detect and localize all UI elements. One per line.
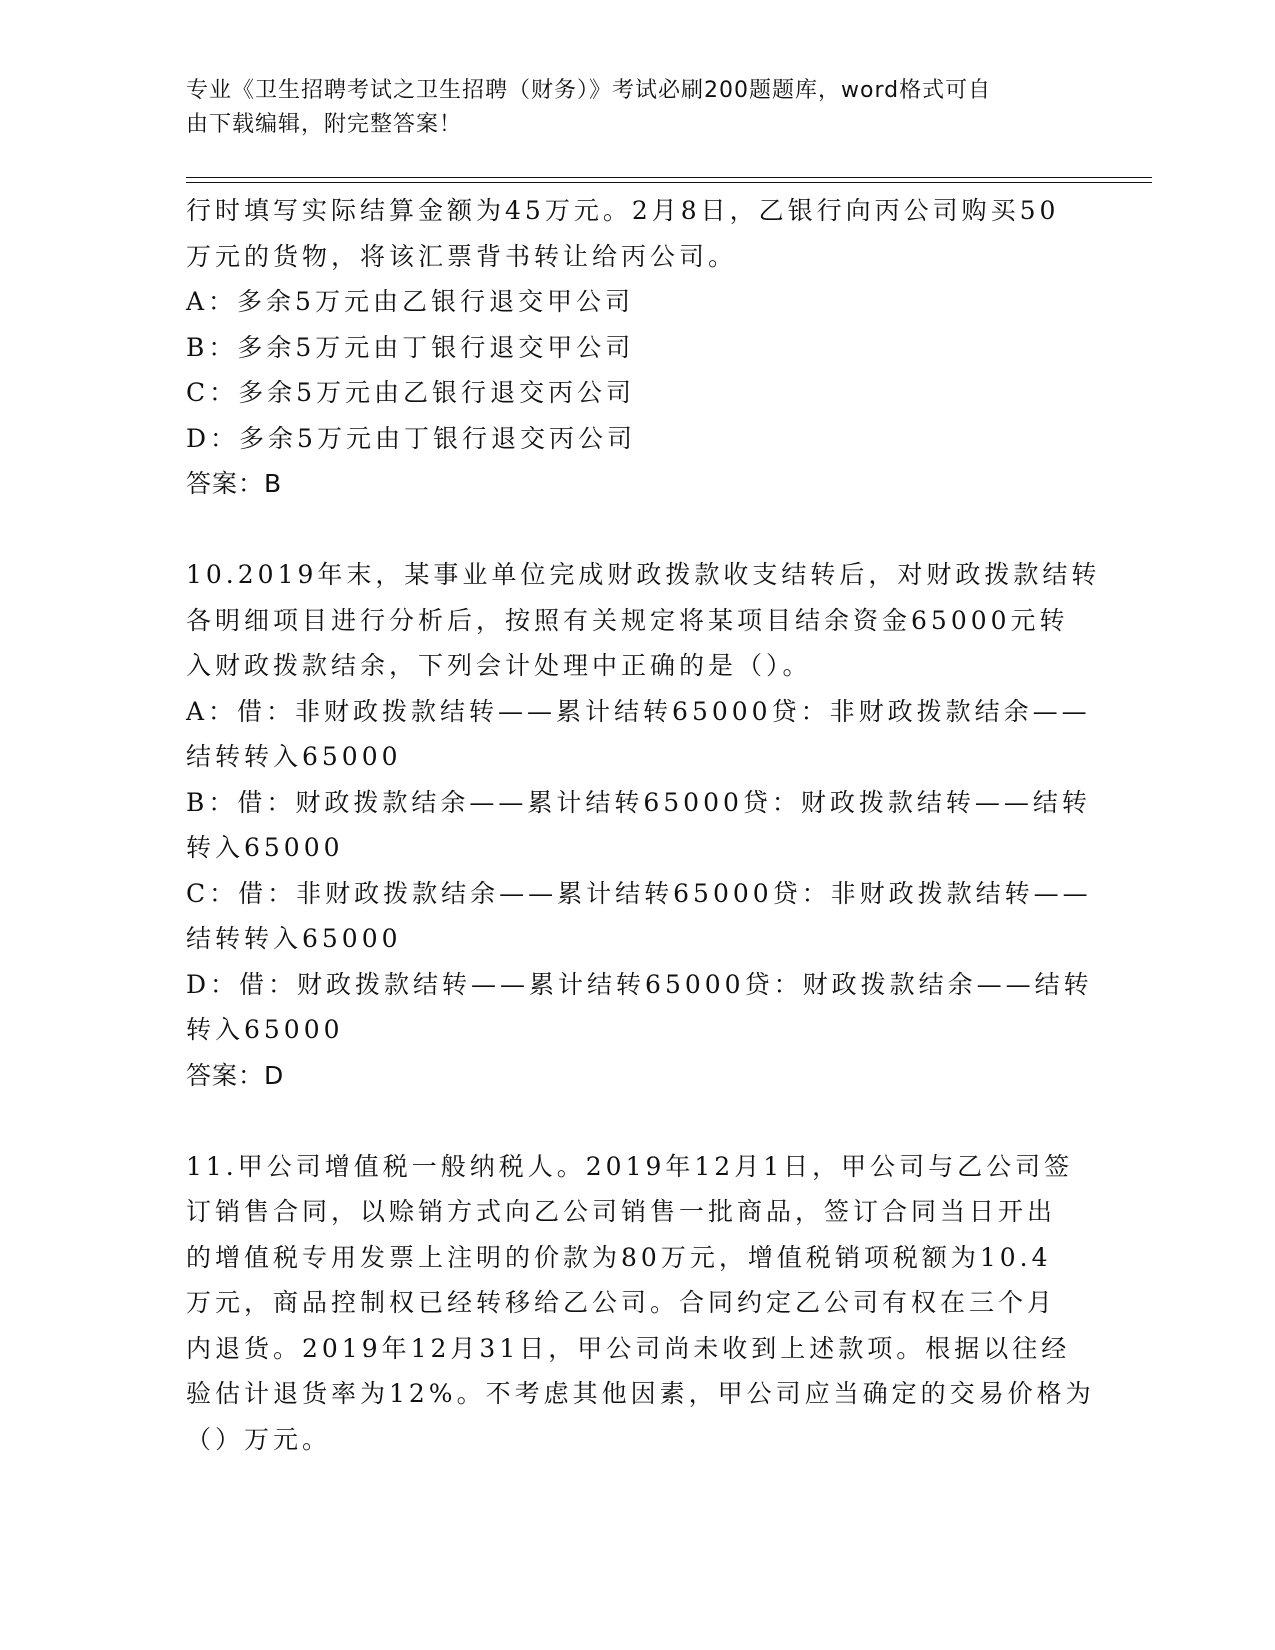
question-stem-line: 11.甲公司增值税一般纳税人。2019年12月1日，甲公司与乙公司签 bbox=[186, 1151, 1074, 1181]
option-a: A：多余5万元由乙银行退交甲公司 bbox=[186, 287, 634, 316]
question-stem-line: 的增值税专用发票上注明的价款为80万元，增值税销项税额为10.4 bbox=[186, 1242, 1052, 1272]
question-9 bbox=[186, 188, 1086, 507]
option-b: B：借：财政拨款结余——累计结转65000贷：财政拨款结转——结转 bbox=[186, 787, 1091, 817]
spacer bbox=[186, 1098, 1086, 1144]
option-a-continued: 结转转入65000 bbox=[186, 742, 402, 771]
question-stem-line: 10.2019年末，某事业单位完成财政拨款收支结转后，对财政拨款结转 bbox=[186, 560, 1101, 589]
spacer bbox=[186, 507, 1086, 553]
option-c-continued: 结转转入65000 bbox=[186, 924, 402, 953]
question-stem-line: 内退货。2019年12月31日，甲公司尚未收到上述款项。根据以往经 bbox=[186, 1333, 1071, 1363]
question-stem-line: 万元，商品控制权已经转移给乙公司。合同约定乙公司有权在三个月 bbox=[186, 1288, 1057, 1317]
question-10 bbox=[186, 552, 1101, 1098]
option-a: A：借：非财政拨款结转——累计结转65000贷：非财政拨款结余—— bbox=[186, 696, 1091, 726]
option-b: B：多余5万元由丁银行退交甲公司 bbox=[186, 332, 635, 362]
page-header bbox=[186, 74, 1066, 142]
question-stem-line: 入财政拨款结余，下列会计处理中正确的是（）。 bbox=[186, 651, 812, 680]
option-d: D：借：财政拨款结转——累计结转65000贷：财政拨款结余——结转 bbox=[186, 969, 1093, 999]
question-stem-line: 验估计退货率为12%。不考虑其他因素，甲公司应当确定的交易价格为 bbox=[186, 1379, 1095, 1408]
option-d-continued: 转入65000 bbox=[186, 1015, 344, 1044]
document-body bbox=[186, 188, 1101, 1462]
question-stem-line: 订销售合同，以赊销方式向乙公司销售一批商品，签订合同当日开出 bbox=[186, 1197, 1057, 1226]
header-line-2: 由下载编辑，附完整答案！ bbox=[186, 112, 463, 137]
question-stem-line: 行时填写实际结算金额为45万元。2月8日，乙银行向丙公司购买50 bbox=[186, 196, 1060, 225]
header-divider-top bbox=[186, 177, 1152, 178]
option-b-continued: 转入65000 bbox=[186, 833, 344, 862]
header-line-1: 专业《卫生招聘考试之卫生招聘（财务）》考试必刷200题题库，word格式可自 bbox=[186, 78, 992, 103]
answer-line: 答案：D bbox=[186, 1060, 285, 1090]
question-stem-line: 各明细项目进行分析后，按照有关规定将某项目结余资金65000元转 bbox=[186, 605, 1069, 635]
header-divider-bottom bbox=[186, 182, 1152, 183]
answer-line: 答案：B bbox=[186, 469, 283, 498]
question-11 bbox=[186, 1144, 1095, 1463]
option-c: C：多余5万元由乙银行退交丙公司 bbox=[186, 378, 636, 407]
question-stem-line: 万元的货物，将该汇票背书转让给丙公司。 bbox=[186, 241, 738, 271]
question-stem-line: （）万元。 bbox=[186, 1424, 332, 1454]
option-c: C：借：非财政拨款结余——累计结转65000贷：非财政拨款结转—— bbox=[186, 878, 1092, 908]
option-d: D：多余5万元由丁银行退交丙公司 bbox=[186, 423, 636, 453]
